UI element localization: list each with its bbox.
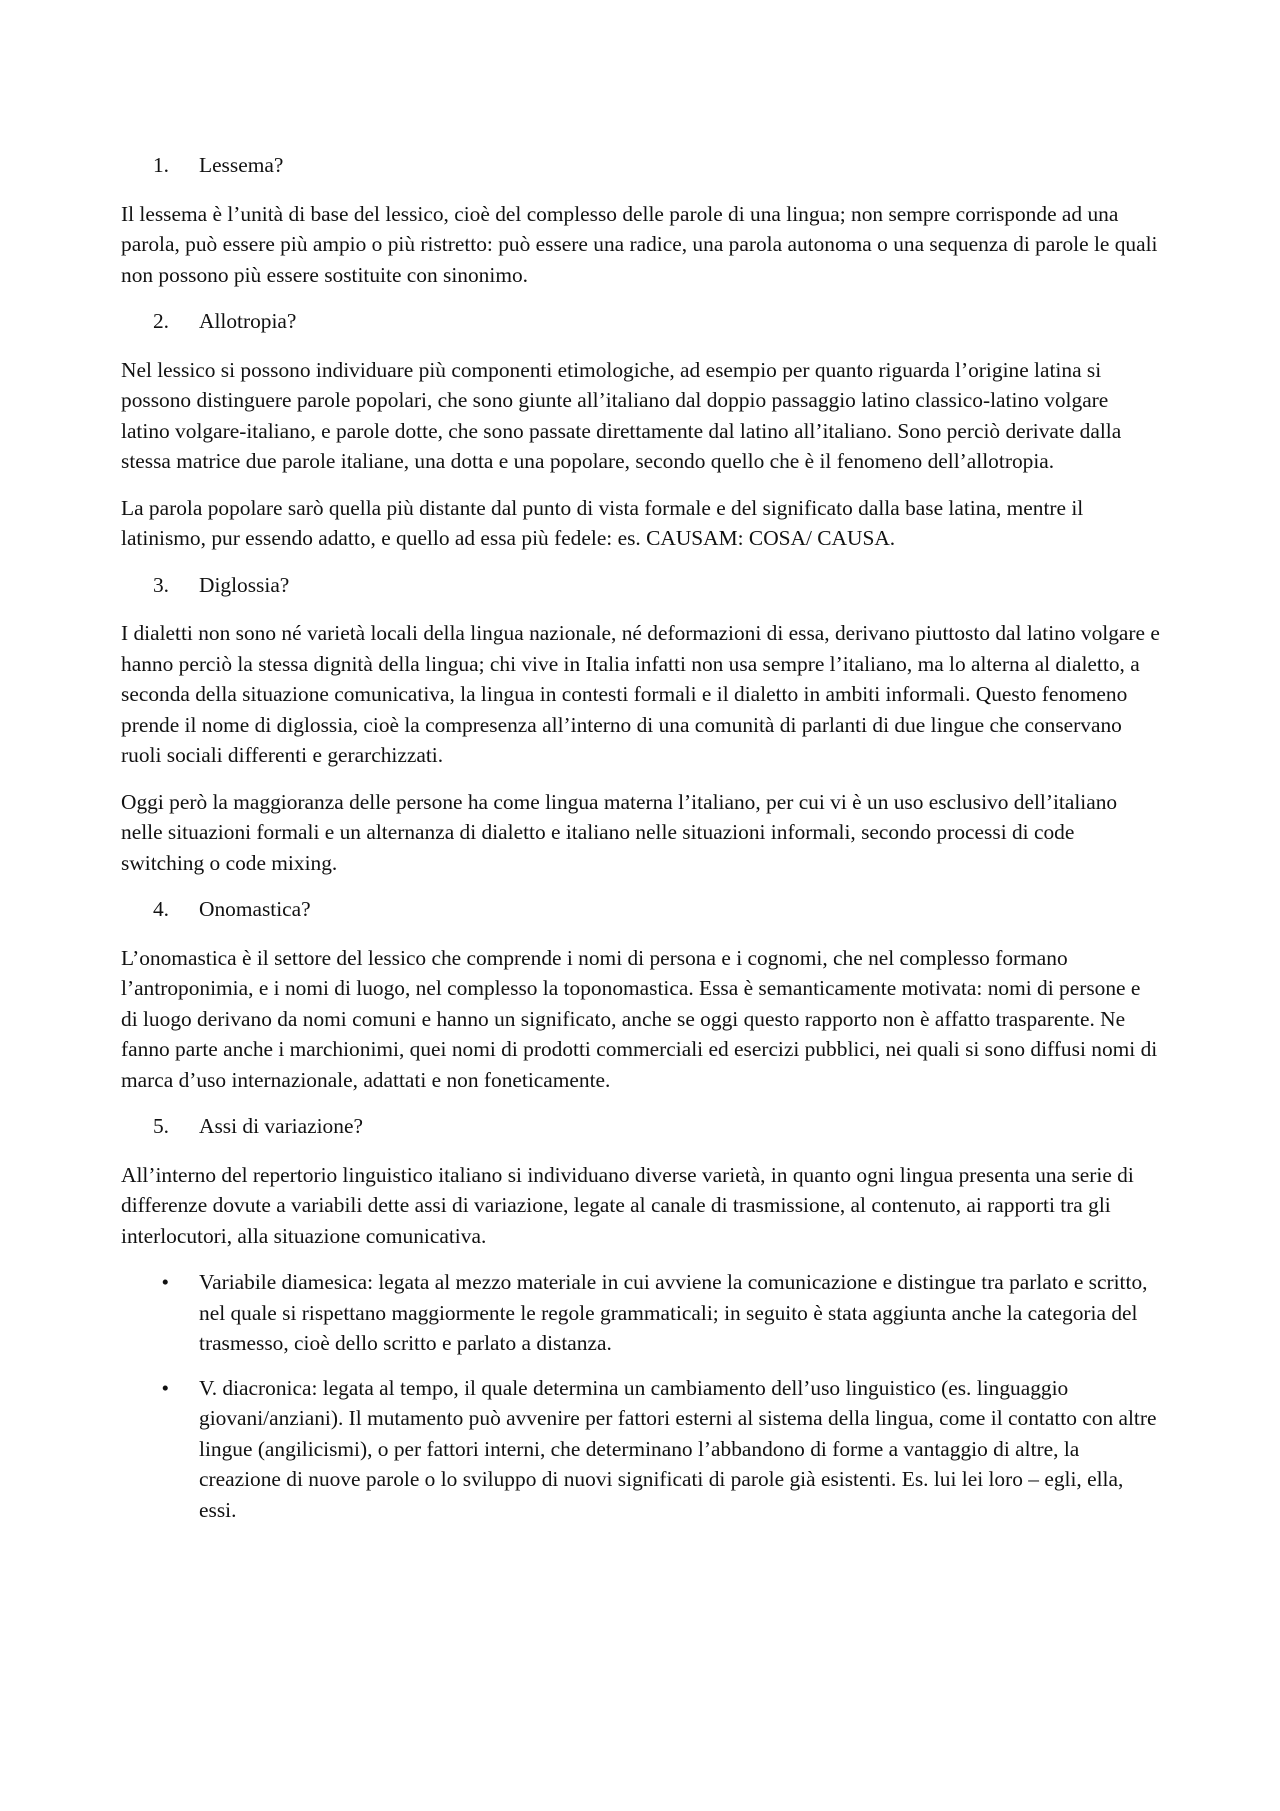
section-heading-diglossia (121, 570, 1162, 601)
list-item-text: Variabile diamesica: legata al mezzo materiale in cui avviene la comunicazione e distingue tra parlato e scritto, nel quale si rispettano maggiormente le regole grammaticali; in seguito è stata aggiunta anche la categoria del trasmesso, cioè dello scritto e parlato a distanza. (199, 1270, 1148, 1355)
paragraph: La parola popolare sarò quella più distante dal punto di vista formale e del significato dalla base latina, mentre il latinismo, pur essendo adatto, e quello ad essa più fedele: es. CAUSAM: COSA/ CAUSA. (121, 495, 1084, 550)
paragraph: Il lessema è l’unità di base del lessico, cioè del complesso delle parole di una lingua; non sempre corrisponde ad una parola, può essere più ampio o più ristretto: può essere una radice, una parola autonoma o una sequenza di parole le quali non possono più essere sostituite con sinonimo. (121, 201, 1158, 287)
section-title: Assi di variazione? (199, 1114, 363, 1138)
section-number: 1. (152, 153, 169, 177)
paragraph: I dialetti non sono né varietà locali della lingua nazionale, né deformazioni di essa, derivano piuttosto dal latino volgare e hanno perciò la stessa dignità della lingua; chi vive in Italia infatti non usa sempre l’italiano, ma lo alterna al dialetto, a seconda della situazione comunicativa, la lingua in contesti formali e il dialetto in ambiti informali. Questo fenomeno prende il nome di diglossia, cioè la compresenza all’interno di una comunità di parlanti di due lingue che conservano ruoli sociali differenti e gerarchizzati. (121, 621, 1160, 767)
paragraph: All’interno del repertorio linguistico italiano si individuano diverse varietà, in quanto ogni lingua presenta una serie di differenze dovute a variabili dette assi di variazione, legate al canale di trasmissione, al contenuto, ai rapporti tra gli interlocutori, alla situazione comunicativa. (121, 1162, 1134, 1248)
bullet-icon: • (161, 1270, 169, 1294)
paragraph: Oggi però la maggioranza delle persone ha come lingua materna l’italiano, per cui vi è un uso esclusivo dell’italiano nelle situazioni formali e un alternanza di dialetto e italiano nelle situazioni informali, secondo processi di code switching o code mixing. (121, 789, 1118, 875)
section-heading-allotropia (121, 306, 1162, 337)
section-title: Onomastica? (199, 897, 311, 921)
bullet-list (121, 1267, 1162, 1525)
section-title: Allotropia? (199, 309, 297, 333)
section-heading-assi-di-variazione (121, 1111, 1162, 1142)
paragraph: L’onomastica è il settore del lessico che comprende i nomi di persona e i cognomi, che nel complesso formano l’antroponimia, e i nomi di luogo, nel complesso la toponomastica. Essa è semanticamente motivata: nomi di persone e di luogo derivano da nomi comuni e hanno un significato, anche se oggi questo rapporto non è affatto trasparente. Ne fanno parte anche i marchionimi, quei nomi di prodotti commerciali ed esercizi pubblici, nei quali si sono diffusi nomi di marca d’uso internazionale, adattati e non foneticamente. (121, 945, 1158, 1092)
section-number: 3. (152, 572, 169, 597)
section-heading-onomastica (121, 894, 1162, 925)
section-heading-lessema (121, 150, 1162, 181)
list-item (121, 1373, 1162, 1526)
section-number: 2. (152, 309, 169, 333)
list-item-text: V. diacronica: legata al tempo, il quale determina un cambiamento dell’uso linguistico (es. linguaggio giovani/anziani). Il mutamento può avvenire per fattori esterni al sistema della lingua, come il contatto con altre lingue (angilicismi), o per fattori interni, che determinano l’abbandono di forme a vantaggio di altre, la creazione di nuove parole o lo sviluppo di nuovi significati di parole già esistenti. Es. lui lei loro – egli, ella, essi. (199, 1375, 1157, 1522)
section-number: 5. (152, 1114, 169, 1138)
list-item (121, 1267, 1162, 1359)
bullet-icon: • (161, 1375, 169, 1400)
section-title: Lessema? (199, 153, 284, 177)
section-title: Diglossia? (199, 572, 290, 597)
section-number: 4. (152, 897, 169, 921)
paragraph: Nel lessico si possono individuare più componenti etimologiche, ad esempio per quanto riguarda l’origine latina si possono distinguere parole popolari, che sono giunte all’italiano dal doppio passaggio latino classico-latino volgare latino volgare-italiano, e parole dotte, che sono passate direttamente dal latino all’italiano. Sono perciò derivate dalla stessa matrice due parole italiane, una dotta e una popolare, secondo quello che è il fenomeno dell’allotropia. (121, 357, 1122, 473)
